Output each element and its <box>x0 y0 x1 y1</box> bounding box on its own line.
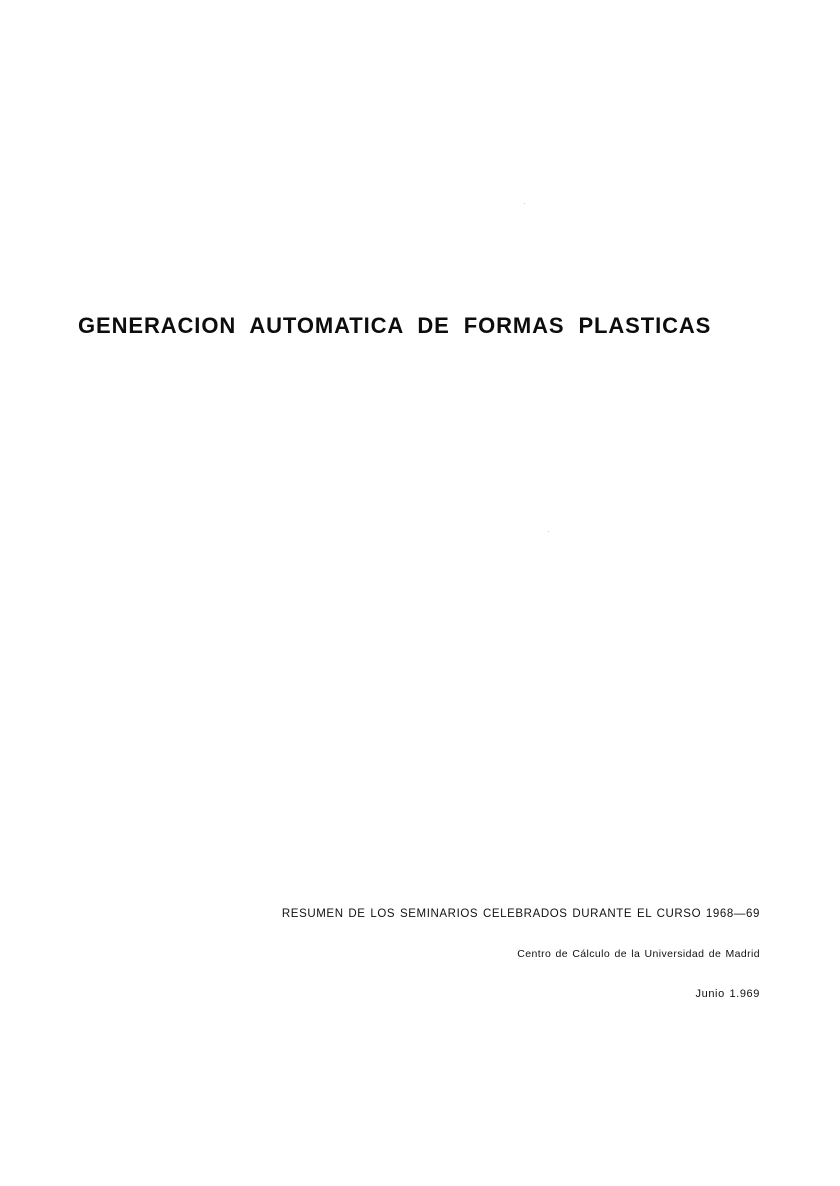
publication-date: Junio 1.969 <box>695 988 760 1000</box>
institution-name: Centro de Cálculo de la Universidad de Madrid <box>517 948 760 960</box>
scan-speck <box>548 531 549 532</box>
document-title: GENERACION AUTOMATICA DE FORMAS PLASTICAS <box>78 313 712 338</box>
scan-speck <box>524 203 525 204</box>
document-subtitle: RESUMEN DE LOS SEMINARIOS CELEBRADOS DURANTE EL CURSO 1968—69 <box>281 908 760 920</box>
